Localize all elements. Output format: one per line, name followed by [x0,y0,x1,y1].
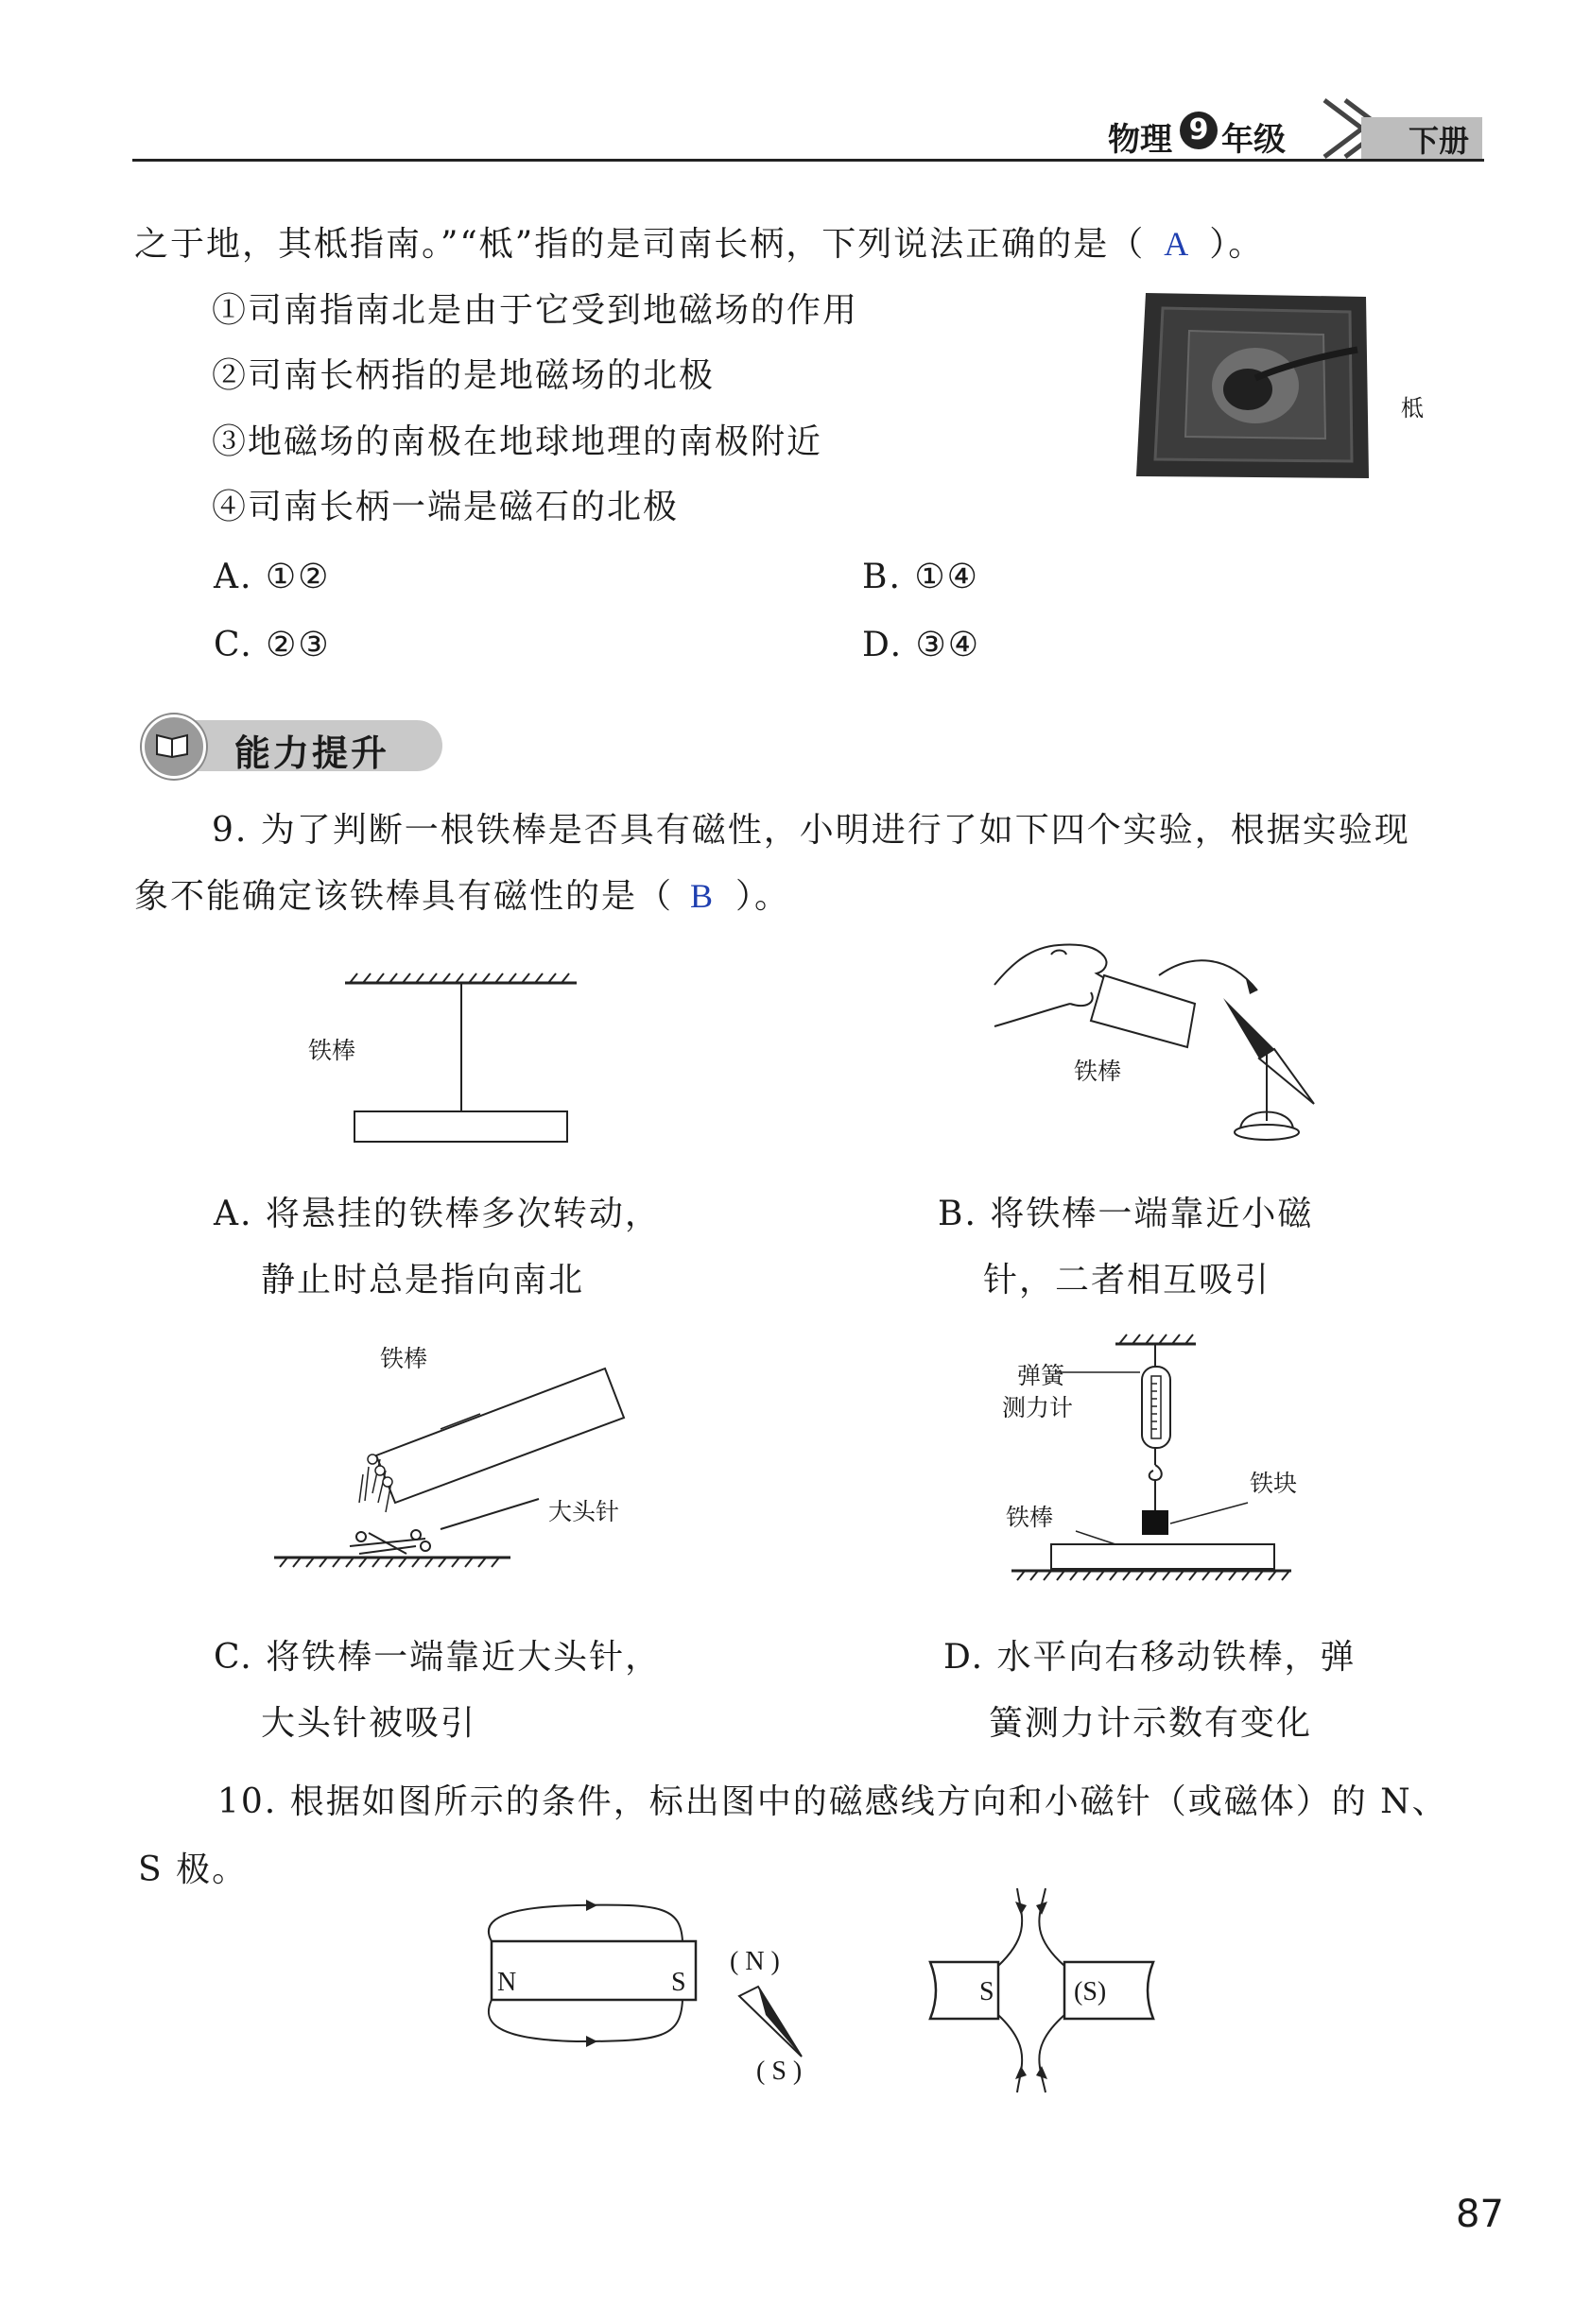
q10-stem-line1: 10. 根据如图所示的条件，标出图中的磁感线方向和小磁针（或磁体）的 N、 [217,1782,1448,1821]
figure-c-label-pins: 大头针 [548,1498,620,1525]
q9-answer: B [690,877,716,915]
figure-d-caption-2: 簧测力计示数有变化 [989,1704,1313,1743]
figure-a-label: 铁棒 [308,1037,356,1064]
q10-fig1-needle-top: ( N ) [730,1947,780,1976]
grade-circle-badge: 9 [1180,112,1218,149]
figure-c-caption-2: 大头针被吸引 [261,1704,477,1743]
page-number: 87 [1456,2193,1504,2236]
q9-stem-line1: 9. 为了判断一根铁棒是否具有磁性，小明进行了如下四个实验，根据实验现 [212,811,1410,850]
q8-option-c: C. ②③ [214,626,331,664]
q10-fig2-pole-left: S [979,1977,994,2006]
q10-fig1-pole-right: S [671,1968,686,1997]
q8-statement-1: ①司南指南北是由于它受到地磁场的作用 [212,291,859,330]
sinan-compass-image [1134,291,1371,480]
figure-b-hand-needle [993,936,1323,1153]
q10-fig1-needle-bottom: ( S ) [756,2057,803,2086]
q8-answer: A [1164,225,1191,263]
open-book-icon [155,732,189,758]
q8-statement-3: ③地磁场的南极在地球地理的南极附近 [212,422,823,461]
figure-d-label-scale-2: 测力计 [1002,1394,1074,1421]
q8-option-b: B. ①④ [862,558,979,596]
figure-b-label: 铁棒 [1074,1058,1122,1085]
q8-statement-2: ②司南长柄指的是地磁场的北极 [212,356,716,395]
q8-option-d: D. ③④ [862,626,981,664]
figure-b-caption-1: B. 将铁棒一端靠近小磁 [938,1195,1314,1233]
q10-stem-line2: S 极。 [138,1851,249,1889]
figure-a-suspended-bar [340,973,586,1148]
q10-fig2-pole-right: (S) [1074,1977,1107,2006]
page-header [132,104,1484,163]
figure-d-label-scale-1: 弹簧 [1017,1362,1065,1389]
q10-figure-two-magnets [926,1886,1163,2104]
q10-fig1-pole-left: N [497,1968,517,1997]
sinan-handle-label: 柢 [1401,395,1424,422]
q9-stem-line2: 象不能确定该铁棒具有磁性的是（ B ）。 [134,877,791,916]
figure-c-bar-pins [274,1361,652,1578]
section-title: 能力提升 [234,732,390,774]
q8-option-a: A. ①② [214,558,331,596]
figure-c-label: 铁棒 [380,1345,428,1372]
section-banner [142,714,444,775]
q8-stem: 之于地，其柢指南。”“柢”指的是司南长柄，下列说法正确的是（ A ）。 [134,225,1265,264]
figure-d-label-bar: 铁棒 [1006,1504,1054,1531]
q8-statement-4: ④司南长柄一端是磁石的北极 [212,488,680,526]
figure-d-label-block: 铁块 [1250,1470,1298,1497]
figure-d-caption-1: D. 水平向右移动铁棒，弹 [943,1638,1357,1677]
figure-c-caption-1: C. 将铁棒一端靠近大头针， [214,1638,662,1677]
header-grade: 年级 [1221,121,1286,159]
header-volume: 下册 [1409,123,1470,159]
figure-a-caption-2: 静止时总是指向南北 [261,1261,585,1300]
figure-b-caption-2: 针，二者相互吸引 [983,1261,1271,1300]
header-subject: 物理 [1108,121,1172,159]
figure-a-caption-1: A. 将悬挂的铁棒多次转动， [214,1195,661,1233]
